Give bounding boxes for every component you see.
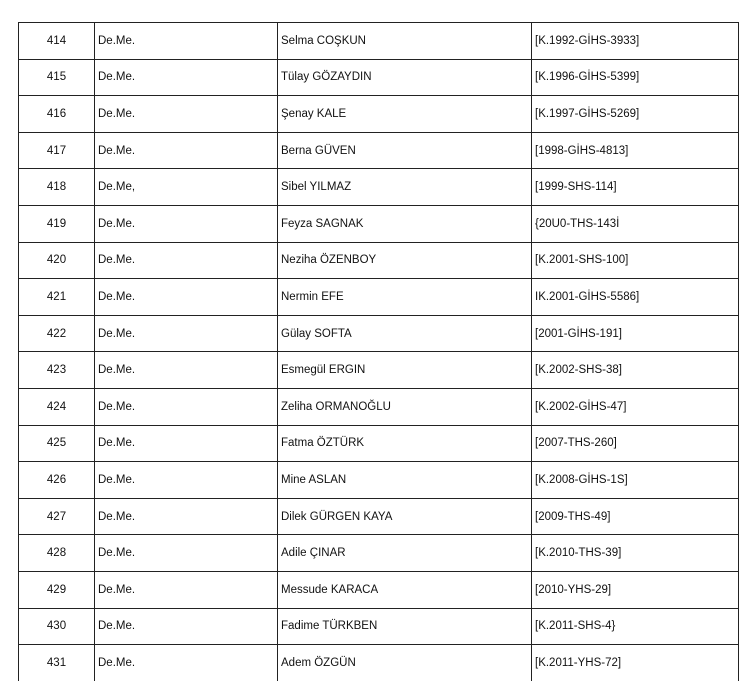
row-number: 427 <box>19 498 95 535</box>
row-name: Sibel YILMAZ <box>278 169 532 206</box>
table-row <box>19 498 739 535</box>
row-number: 416 <box>19 96 95 133</box>
row-number: 426 <box>19 462 95 499</box>
row-reference: [2009-THS-49] <box>532 498 739 535</box>
row-number: 423 <box>19 352 95 389</box>
row-number: 415 <box>19 59 95 96</box>
row-title: De.Me. <box>95 205 278 242</box>
table-row <box>19 645 739 681</box>
row-reference: [K.2008-GİHS-1S] <box>532 462 739 499</box>
table-row <box>19 535 739 572</box>
table-row <box>19 279 739 316</box>
table-row <box>19 132 739 169</box>
row-title: De.Me. <box>95 242 278 279</box>
row-title: De.Me. <box>95 315 278 352</box>
row-name: Messude KARACA <box>278 571 532 608</box>
row-number: 422 <box>19 315 95 352</box>
row-name: Neziha ÖZENBOY <box>278 242 532 279</box>
row-reference: [1998-GİHS-4813] <box>532 132 739 169</box>
row-title: De.Me. <box>95 425 278 462</box>
row-reference: [K.2010-THS-39] <box>532 535 739 572</box>
row-number: 425 <box>19 425 95 462</box>
row-number: 420 <box>19 242 95 279</box>
row-name: Adile ÇINAR <box>278 535 532 572</box>
row-number: 418 <box>19 169 95 206</box>
row-title: De.Me. <box>95 462 278 499</box>
personnel-table-body <box>19 23 739 681</box>
row-reference: [K.2001-SHS-100] <box>532 242 739 279</box>
row-number: 430 <box>19 608 95 645</box>
row-number: 417 <box>19 132 95 169</box>
row-name: Gülay SOFTA <box>278 315 532 352</box>
row-name: Fatma ÖZTÜRK <box>278 425 532 462</box>
row-number: 429 <box>19 571 95 608</box>
table-row <box>19 571 739 608</box>
row-name: Zeliha ORMANOĞLU <box>278 388 532 425</box>
table-row <box>19 96 739 133</box>
row-title: De.Me. <box>95 96 278 133</box>
row-title: De.Me. <box>95 498 278 535</box>
row-reference: [2010-YHS-29] <box>532 571 739 608</box>
row-name: Fadime TÜRKBEN <box>278 608 532 645</box>
personnel-table <box>18 22 739 681</box>
row-number: 419 <box>19 205 95 242</box>
row-reference: [K.2002-GİHS-47] <box>532 388 739 425</box>
row-reference: IK.2001-GİHS-5586] <box>532 279 739 316</box>
table-row <box>19 59 739 96</box>
row-name: Selma COŞKUN <box>278 23 532 60</box>
table-row <box>19 462 739 499</box>
row-title: De.Me. <box>95 23 278 60</box>
row-name: Tülay GÖZAYDIN <box>278 59 532 96</box>
row-title: De.Me. <box>95 608 278 645</box>
row-title: De.Me. <box>95 132 278 169</box>
table-row <box>19 242 739 279</box>
row-reference: {20U0-THS-143İ <box>532 205 739 242</box>
row-title: De.Me. <box>95 388 278 425</box>
row-name: Dilek GÜRGEN KAYA <box>278 498 532 535</box>
row-reference: [2007-THS-260] <box>532 425 739 462</box>
row-title: De.Me. <box>95 535 278 572</box>
row-name: Berna GÜVEN <box>278 132 532 169</box>
row-reference: [K.2011-SHS-4} <box>532 608 739 645</box>
row-reference: [2001-GİHS-191] <box>532 315 739 352</box>
row-name: Esmegül ERGIN <box>278 352 532 389</box>
row-title: De.Me. <box>95 645 278 681</box>
row-reference: [K.1997-GİHS-5269] <box>532 96 739 133</box>
row-name: Şenay KALE <box>278 96 532 133</box>
row-title: De.Me. <box>95 352 278 389</box>
table-row <box>19 205 739 242</box>
row-title: De.Me. <box>95 279 278 316</box>
row-name: Nermin EFE <box>278 279 532 316</box>
row-number: 414 <box>19 23 95 60</box>
table-row <box>19 23 739 60</box>
row-reference: [1999-SHS-114] <box>532 169 739 206</box>
row-number: 424 <box>19 388 95 425</box>
table-row <box>19 315 739 352</box>
table-row <box>19 352 739 389</box>
table-row <box>19 169 739 206</box>
table-row <box>19 608 739 645</box>
row-reference: [K.1996-GİHS-5399] <box>532 59 739 96</box>
row-reference: [K.2011-YHS-72] <box>532 645 739 681</box>
table-row <box>19 425 739 462</box>
row-name: Feyza SAGNAK <box>278 205 532 242</box>
row-title: De.Me, <box>95 169 278 206</box>
row-reference: [K.2002-SHS-38] <box>532 352 739 389</box>
row-number: 431 <box>19 645 95 681</box>
row-name: Mine ASLAN <box>278 462 532 499</box>
row-number: 428 <box>19 535 95 572</box>
row-title: De.Me. <box>95 571 278 608</box>
row-title: De.Me. <box>95 59 278 96</box>
table-row <box>19 388 739 425</box>
row-name: Adem ÖZGÜN <box>278 645 532 681</box>
row-reference: [K.1992-GİHS-3933] <box>532 23 739 60</box>
row-number: 421 <box>19 279 95 316</box>
